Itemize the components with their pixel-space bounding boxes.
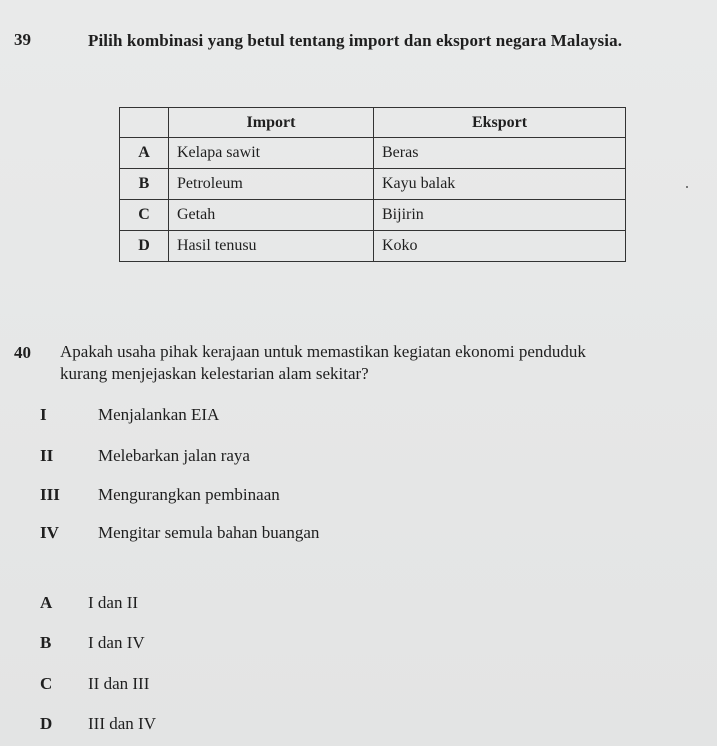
- header-blank-cell: [120, 108, 169, 138]
- statement-text: Mengurangkan pembinaan: [98, 485, 280, 504]
- answer-letter: C: [40, 674, 53, 693]
- question-40-line-2: kurang menjejaskan kelestarian alam sekitar?: [60, 364, 369, 383]
- answer-text: I dan IV: [88, 633, 145, 652]
- paper-speck: [686, 186, 688, 188]
- statement-numeral: II: [40, 446, 54, 465]
- option-letter: A: [120, 138, 169, 169]
- statement-numeral: I: [40, 405, 47, 424]
- option-letter: C: [120, 200, 169, 231]
- answer-text: I dan II: [88, 593, 139, 612]
- option-letter: D: [120, 231, 169, 262]
- import-cell: Getah: [169, 200, 374, 231]
- eksport-cell: Bijirin: [374, 200, 626, 231]
- table-row: [120, 200, 626, 231]
- question-40-text: [60, 341, 710, 385]
- question-39-number: 39: [14, 30, 31, 49]
- question-39-options-table: [119, 107, 626, 262]
- table-row: [120, 169, 626, 200]
- table-row: [120, 231, 626, 262]
- statement-text: Mengitar semula bahan buangan: [98, 523, 320, 542]
- eksport-cell: Kayu balak: [374, 169, 626, 200]
- header-import: Import: [169, 108, 374, 138]
- option-letter: B: [120, 169, 169, 200]
- import-cell: Kelapa sawit: [169, 138, 374, 169]
- import-cell: Petroleum: [169, 169, 374, 200]
- question-39-text: Pilih kombinasi yang betul tentang import dan eksport negara Malaysia.: [88, 31, 623, 50]
- header-eksport: Eksport: [374, 108, 626, 138]
- table-row: [120, 138, 626, 169]
- table-header-row: [120, 108, 626, 138]
- question-40-line-1: Apakah usaha pihak kerajaan untuk memastikan kegiatan ekonomi penduduk: [60, 342, 586, 361]
- answer-letter: B: [40, 633, 52, 652]
- statement-text: Melebarkan jalan raya: [98, 446, 250, 465]
- statement-numeral: III: [40, 485, 60, 504]
- answer-text: III dan IV: [88, 714, 156, 733]
- question-40-number: 40: [14, 343, 31, 362]
- answer-text: II dan III: [88, 674, 150, 693]
- statement-text: Menjalankan EIA: [98, 405, 220, 424]
- eksport-cell: Beras: [374, 138, 626, 169]
- answer-letter: D: [40, 714, 53, 733]
- statement-numeral: IV: [40, 523, 59, 542]
- answer-letter: A: [40, 593, 53, 612]
- import-cell: Hasil tenusu: [169, 231, 374, 262]
- eksport-cell: Koko: [374, 231, 626, 262]
